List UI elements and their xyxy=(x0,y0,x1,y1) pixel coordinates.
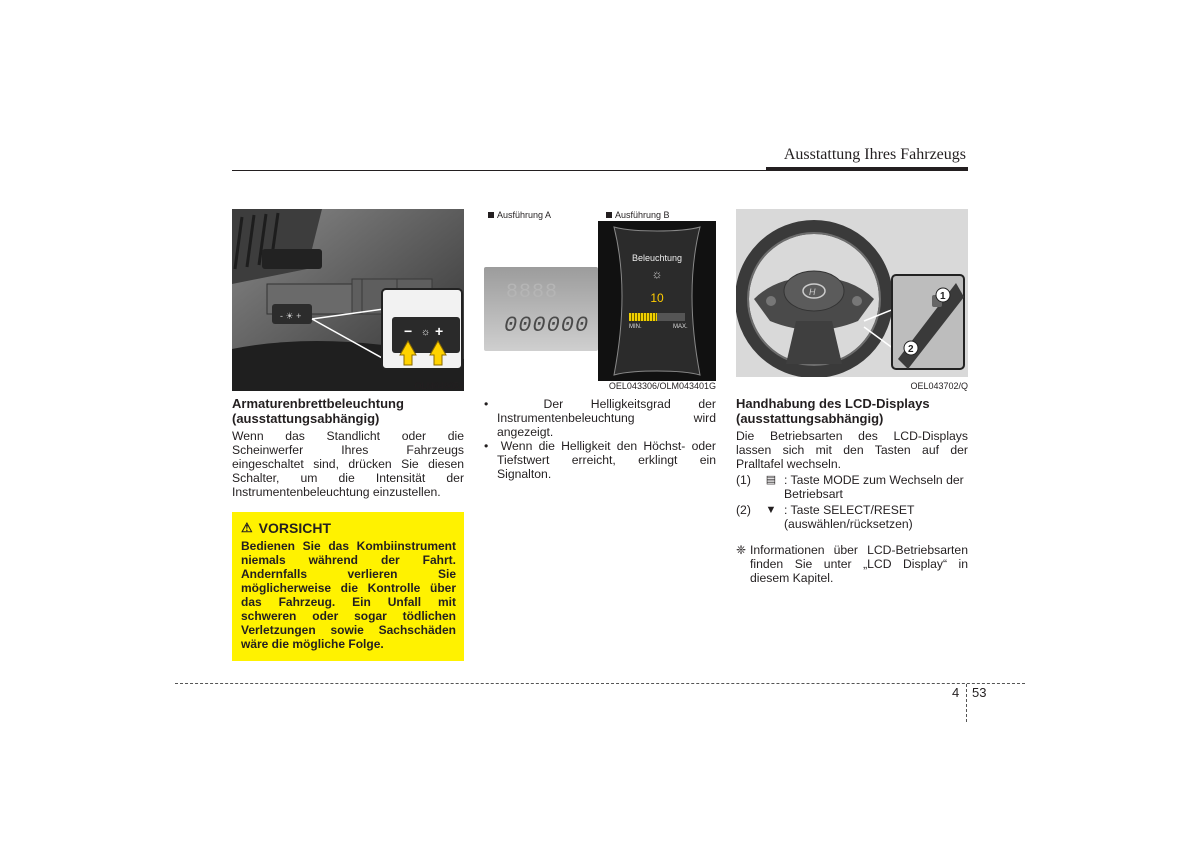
lcd-note xyxy=(736,543,968,585)
callout-2: 2 xyxy=(908,344,914,355)
mode-button-icon: ▤ xyxy=(765,474,777,486)
footer-rule xyxy=(175,683,1025,684)
chapter-number: 4 xyxy=(952,685,960,700)
item-number: (2) xyxy=(736,503,751,517)
dashboard-switch-illustration xyxy=(232,209,464,391)
warning-box xyxy=(232,512,464,661)
lcd-a-top-digits: 8888 xyxy=(506,281,559,304)
note-symbol: ❈ xyxy=(736,543,747,557)
svg-text:−: − xyxy=(404,323,413,339)
item-number: (1) xyxy=(736,473,751,487)
lcd-b-title: Beleuchtung xyxy=(631,253,683,263)
header-rule xyxy=(232,170,767,171)
brightness-level-fill xyxy=(629,313,657,321)
dashboard-lighting-body: Wenn das Standlicht oder die Scheinwerfer Ihres Fahrzeugs eingeschaltet sind, drücken Sie diesen Schalter, um die Intensität der Instrumentenbeleuchtung einzustellen. xyxy=(232,429,464,499)
warning-triangle-icon: ⚠ xyxy=(241,520,253,535)
figure-code-left: OLM049052 xyxy=(414,381,464,391)
lcd-b-value: 10 xyxy=(650,291,664,305)
running-header: Ausstattung Ihres Fahrzeugs xyxy=(783,146,966,163)
lcd-display-figure xyxy=(484,209,716,391)
note-text: Informationen über LCD-Betriebsarten finden Sie unter „LCD Display“ in diesem Kapitel. xyxy=(750,543,968,585)
middle-column xyxy=(484,397,716,481)
section-heading-lcd-display: Handhabung des LCD-Displays (ausstattungsabhängig) xyxy=(736,396,930,426)
lcd-variant-b xyxy=(598,221,716,381)
section-heading-dashboard-lighting: Armaturenbrettbeleuchtung (ausstattungsabhängig) xyxy=(232,396,404,426)
svg-text:☼: ☼ xyxy=(421,327,431,338)
variant-b-label: Ausführung B xyxy=(606,210,670,220)
right-column xyxy=(736,396,968,585)
footer-divider xyxy=(966,684,967,722)
figure-code-middle: OEL043306/OLM043401G xyxy=(608,381,716,391)
svg-text:H: H xyxy=(809,287,816,297)
page-number: 53 xyxy=(972,685,987,700)
dashboard-switch-photo xyxy=(232,209,464,391)
svg-text:+: + xyxy=(435,323,444,339)
bullet-item: • Wenn die Helligkeit den Höchst- oder Tiefstwert erreicht, erklingt ein Signalton. xyxy=(484,439,716,481)
steering-wheel-illustration xyxy=(736,209,968,377)
callout-1: 1 xyxy=(940,291,946,302)
square-bullet-icon xyxy=(606,212,612,218)
svg-text:- ☀ +: - ☀ + xyxy=(280,311,302,321)
control-item-mode xyxy=(736,473,968,501)
lcd-a-odometer: 000000 xyxy=(504,313,590,338)
warning-title-row xyxy=(241,520,456,536)
brightness-icon: ☼ xyxy=(651,267,663,281)
select-button-icon: ▼ xyxy=(765,504,777,516)
square-bullet-icon xyxy=(488,212,494,218)
lcd-display-body: Die Betriebsarten des LCD-Displays lassen sich mit den Tasten auf der Pralltafel wechseln. xyxy=(736,429,968,471)
steering-wheel-photo xyxy=(736,209,968,377)
header-rule-accent xyxy=(766,167,968,171)
variant-a-label: Ausführung A xyxy=(488,210,551,220)
control-item-select-reset xyxy=(736,503,968,531)
warning-text: Bedienen Sie das Kombiinstrument niemals während der Fahrt. Andernfalls verlieren Sie möglicherweise die Kontrolle über das Fahrzeug. Ein Unfall mit schweren oder sogar tödlichen Verletzungen sowie Sachschäden wäre die mögliche Folge. xyxy=(241,539,456,651)
lcd-variant-a xyxy=(484,267,598,351)
warning-title: VORSICHT xyxy=(258,520,331,536)
lcd-b-max: MAX. xyxy=(673,324,688,330)
figure-code-right: OEL043702/Q xyxy=(910,381,968,391)
lcd-b-min: MIN. xyxy=(629,324,642,330)
item-text: : Taste SELECT/RESET (auswählen/rücksetzen) xyxy=(784,503,915,531)
brightness-level-bar xyxy=(629,313,685,321)
left-column xyxy=(232,396,464,499)
item-text: : Taste MODE zum Wechseln der Betriebsart xyxy=(784,473,964,501)
bullet-item: • Der Helligkeitsgrad der Instrumentenbeleuchtung wird angezeigt. xyxy=(484,397,716,439)
